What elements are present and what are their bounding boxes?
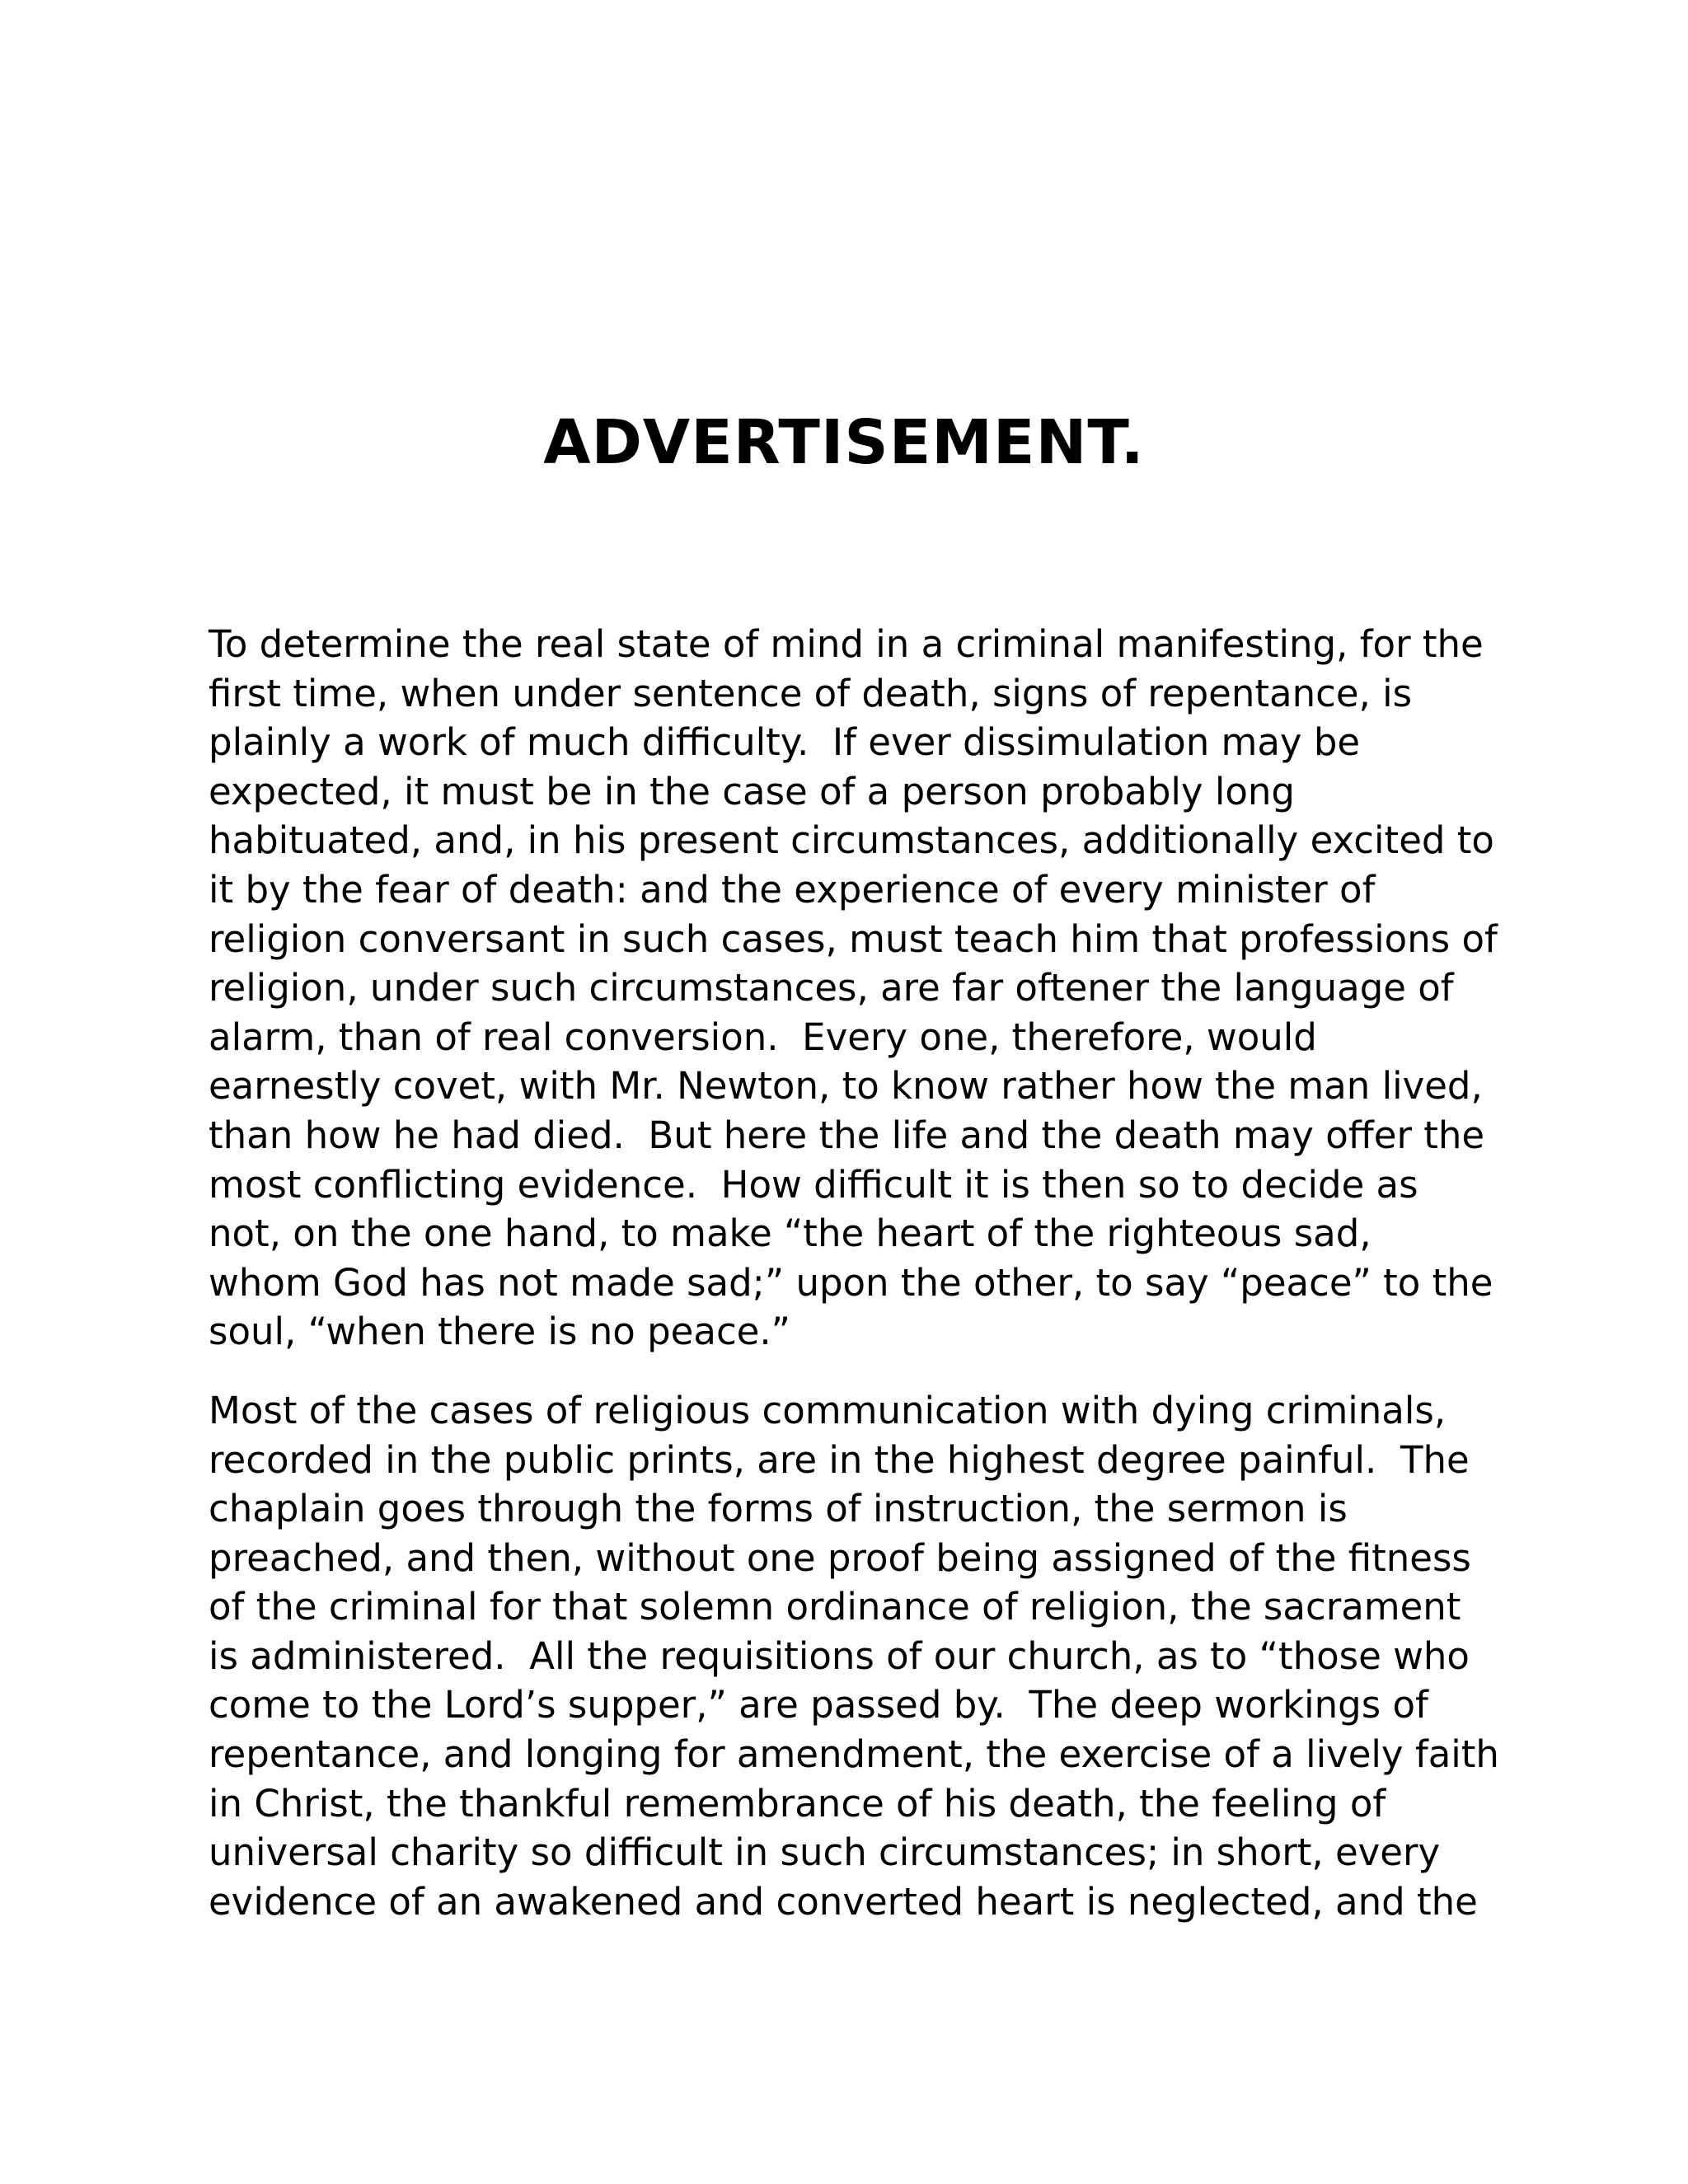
- text-line: habituated, and, in his present circumstances, additionally excited to: [209, 818, 1494, 863]
- text-line: recorded in the public prints, are in the highest degree painful. The: [209, 1437, 1470, 1482]
- text-line: earnestly covet, with Mr. Newton, to know rather how the man lived,: [209, 1064, 1483, 1108]
- text-line: To determine the real state of mind in a criminal manifesting, for the: [209, 622, 1484, 666]
- text-line: alarm, than of real conversion. Every one, therefore, would: [209, 1015, 1317, 1059]
- paragraph: [209, 1386, 1560, 1927]
- text-line: religion conversant in such cases, must teach him that professions of: [209, 916, 1498, 961]
- text-line: first time, when under sentence of death, signs of repentance, is: [209, 671, 1413, 715]
- text-line: Most of the cases of religious communication with dying criminals,: [209, 1388, 1447, 1432]
- body-text: [209, 620, 1560, 1926]
- page-title: ADVERTISEMENT.: [543, 407, 1145, 478]
- text-line: soul, “when there is no peace.”: [209, 1310, 790, 1354]
- text-line: repentance, and longing for amendment, the exercise of a lively faith: [209, 1732, 1499, 1777]
- text-line: most conflicting evidence. How difficult it is then so to decide as: [209, 1162, 1418, 1207]
- text-line: preached, and then, without one proof being assigned of the fitness: [209, 1535, 1471, 1580]
- text-line: not, on the one hand, to make “the heart of the righteous sad,: [209, 1212, 1372, 1256]
- text-line: religion, under such circumstances, are far oftener the language of: [209, 966, 1454, 1010]
- text-line: come to the Lord’s supper,” are passed by. The deep workings of: [209, 1683, 1428, 1727]
- text-line: in Christ, the thankful remembrance of his death, the feeling of: [209, 1781, 1386, 1825]
- text-line: than how he had died. But here the life and the death may offer the: [209, 1113, 1485, 1157]
- text-line: evidence of an awakened and converted heart is neglected, and the: [209, 1879, 1478, 1924]
- text-line: chaplain goes through the forms of instruction, the sermon is: [209, 1487, 1348, 1531]
- text-line: universal charity so difficult in such circumstances; in short, every: [209, 1830, 1441, 1875]
- paragraph: [209, 620, 1560, 1357]
- text-line: whom God has not made sad;” upon the other, to say “peace” to the: [209, 1260, 1493, 1305]
- text-line: expected, it must be in the case of a person probably long: [209, 769, 1295, 813]
- text-line: is administered. All the requisitions of our church, as to “those who: [209, 1633, 1470, 1678]
- text-line: plainly a work of much difficulty. If ever dissimulation may be: [209, 720, 1361, 765]
- text-line: it by the fear of death: and the experience of every minister of: [209, 867, 1376, 912]
- text-line: of the criminal for that solemn ordinance of religion, the sacrament: [209, 1585, 1461, 1629]
